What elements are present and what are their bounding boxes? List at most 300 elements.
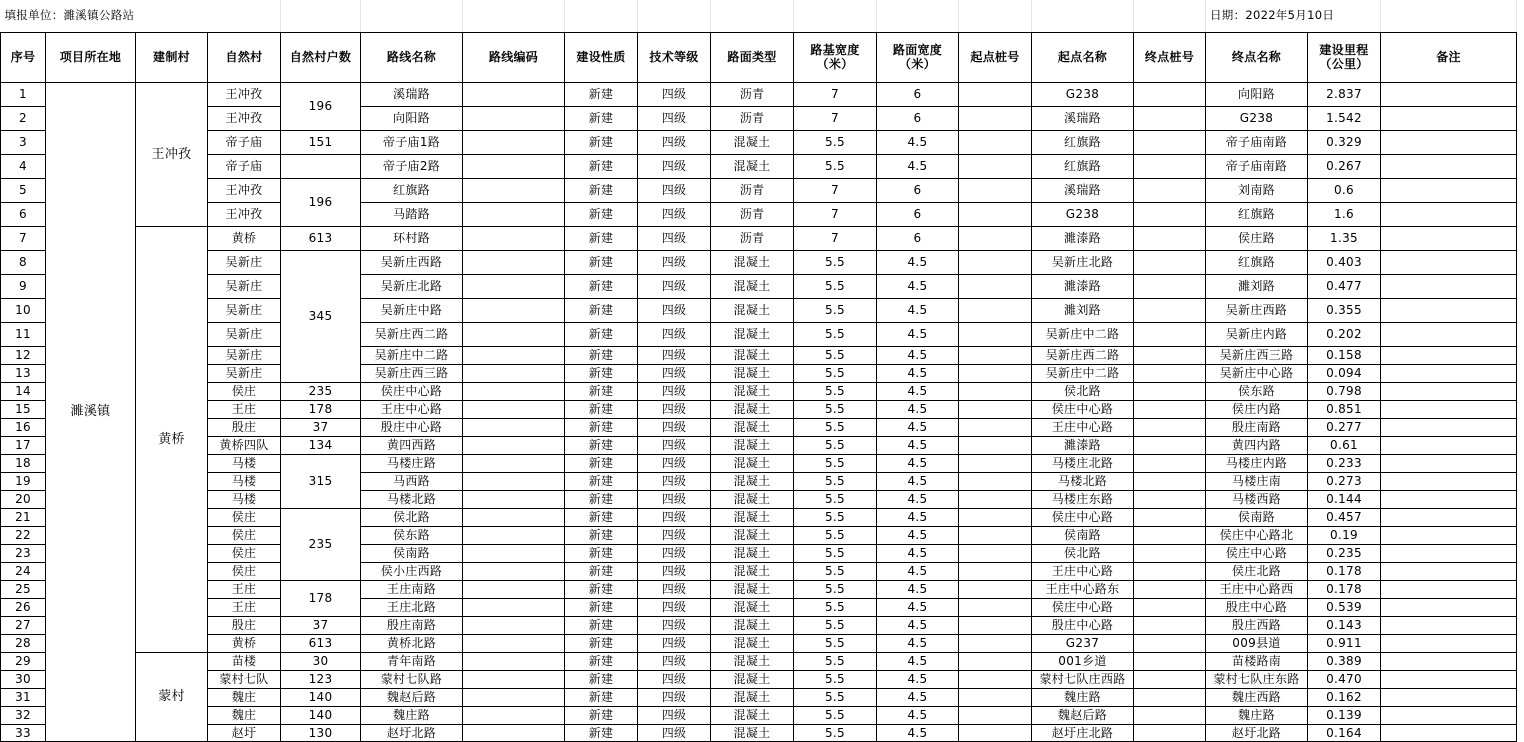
cell-route-code — [463, 298, 565, 322]
cell-tech-grade: 四级 — [638, 226, 711, 250]
cell-seq: 5 — [1, 178, 46, 202]
cell-surface-type: 混凝土 — [711, 322, 794, 346]
cell-start-name: 殷庄中心路 — [1032, 616, 1134, 634]
cell-mileage: 1.35 — [1308, 226, 1381, 250]
cell-mileage: 0.6 — [1308, 178, 1381, 202]
cell-seq: 12 — [1, 346, 46, 364]
cell-mileage: 0.202 — [1308, 322, 1381, 346]
cell-end-name: 苗楼路南 — [1206, 652, 1308, 670]
cell-build-type: 新建 — [565, 526, 638, 544]
cell-end-stake — [1134, 382, 1206, 400]
cell-surface-type: 混凝土 — [711, 508, 794, 526]
cell-end-stake — [1134, 490, 1206, 508]
table-row — [1, 178, 1517, 202]
cell-end-stake — [1134, 634, 1206, 652]
header-subgrade-width-l2: （米） — [816, 57, 854, 71]
table-row — [1, 202, 1517, 226]
cell-mileage: 0.162 — [1308, 688, 1381, 706]
cell-subgrade-width: 5.5 — [794, 562, 877, 580]
cell-tech-grade: 四级 — [638, 634, 711, 652]
cell-start-stake — [959, 106, 1032, 130]
cell-route-code — [463, 706, 565, 724]
table-row — [1, 250, 1517, 274]
cell-surface-width: 4.5 — [877, 418, 959, 436]
cell-route-name: 侯庄中心路 — [361, 382, 463, 400]
cell-start-stake — [959, 634, 1032, 652]
cell-start-name: 侯庄中心路 — [1032, 598, 1134, 616]
cell-seq: 14 — [1, 382, 46, 400]
cell-surface-width: 4.5 — [877, 616, 959, 634]
cell-mileage: 0.851 — [1308, 400, 1381, 418]
cell-households: 178 — [281, 400, 361, 418]
cell-natural-village: 侯庄 — [208, 544, 281, 562]
cell-surface-type: 混凝土 — [711, 274, 794, 298]
cell-natural-village: 黄桥四队 — [208, 436, 281, 454]
cell-build-type: 新建 — [565, 454, 638, 472]
cell-remark — [1381, 364, 1517, 382]
cell-route-name: 王庄南路 — [361, 580, 463, 598]
header-surface-width-l1: 路面宽度 — [892, 43, 943, 57]
cell-tech-grade: 四级 — [638, 616, 711, 634]
cell-start-name: 侯庄中心路 — [1032, 400, 1134, 418]
cell-seq: 15 — [1, 400, 46, 418]
table-row — [1, 322, 1517, 346]
cell-build-type: 新建 — [565, 544, 638, 562]
cell-route-code — [463, 562, 565, 580]
cell-build-type: 新建 — [565, 178, 638, 202]
cell-natural-village: 赵圩 — [208, 724, 281, 741]
cell-natural-village: 吴新庄 — [208, 346, 281, 364]
cell-build-type: 新建 — [565, 688, 638, 706]
cell-remark — [1381, 670, 1517, 688]
cell-start-name: 吴新庄中二路 — [1032, 322, 1134, 346]
cell-start-stake — [959, 382, 1032, 400]
cell-subgrade-width: 5.5 — [794, 688, 877, 706]
cell-subgrade-width: 5.5 — [794, 580, 877, 598]
cell-remark — [1381, 634, 1517, 652]
table-row — [1, 298, 1517, 322]
cell-surface-type: 混凝土 — [711, 454, 794, 472]
cell-remark — [1381, 472, 1517, 490]
cell-surface-type: 混凝土 — [711, 598, 794, 616]
cell-natural-village: 王冲孜 — [208, 82, 281, 106]
cell-build-type: 新建 — [565, 298, 638, 322]
cell-tech-grade: 四级 — [638, 130, 711, 154]
cell-end-stake — [1134, 106, 1206, 130]
cell-surface-type: 混凝土 — [711, 250, 794, 274]
cell-mileage: 0.911 — [1308, 634, 1381, 652]
cell-natural-village: 魏庄 — [208, 706, 281, 724]
cell-start-stake — [959, 400, 1032, 418]
cell-surface-width: 4.5 — [877, 130, 959, 154]
table-row — [1, 364, 1517, 382]
cell-route-code — [463, 322, 565, 346]
cell-route-code — [463, 526, 565, 544]
cell-surface-width: 4.5 — [877, 652, 959, 670]
cell-subgrade-width: 5.5 — [794, 544, 877, 562]
cell-start-stake — [959, 544, 1032, 562]
cell-remark — [1381, 724, 1517, 741]
cell-route-name: 帝子庙2路 — [361, 154, 463, 178]
cell-remark — [1381, 226, 1517, 250]
cell-mileage: 0.158 — [1308, 346, 1381, 364]
cell-build-type: 新建 — [565, 562, 638, 580]
cell-subgrade-width: 5.5 — [794, 382, 877, 400]
cell-end-stake — [1134, 436, 1206, 454]
cell-route-code — [463, 580, 565, 598]
cell-route-name: 帝子庙1路 — [361, 130, 463, 154]
cell-remark — [1381, 580, 1517, 598]
cell-natural-village: 王庄 — [208, 598, 281, 616]
cell-tech-grade: 四级 — [638, 544, 711, 562]
cell-start-stake — [959, 526, 1032, 544]
header-subgrade-width-l1: 路基宽度 — [810, 43, 860, 57]
cell-surface-type: 混凝土 — [711, 706, 794, 724]
cell-start-name: 濉溙路 — [1032, 436, 1134, 454]
cell-surface-width: 4.5 — [877, 580, 959, 598]
cell-build-type: 新建 — [565, 130, 638, 154]
cell-route-name: 侯北路 — [361, 508, 463, 526]
cell-mileage: 0.355 — [1308, 298, 1381, 322]
cell-tech-grade: 四级 — [638, 364, 711, 382]
cell-surface-width: 4.5 — [877, 400, 959, 418]
cell-tech-grade: 四级 — [638, 154, 711, 178]
cell-households: 30 — [281, 652, 361, 670]
cell-seq: 7 — [1, 226, 46, 250]
cell-route-name: 向阳路 — [361, 106, 463, 130]
cell-route-name: 马楼北路 — [361, 490, 463, 508]
cell-subgrade-width: 5.5 — [794, 706, 877, 724]
cell-route-code — [463, 274, 565, 298]
cell-tech-grade: 四级 — [638, 382, 711, 400]
cell-end-name: 侯庄北路 — [1206, 562, 1308, 580]
table-row — [1, 400, 1517, 418]
cell-seq: 31 — [1, 688, 46, 706]
cell-end-name: 侯庄内路 — [1206, 400, 1308, 418]
cell-natural-village: 马楼 — [208, 472, 281, 490]
cell-start-stake — [959, 616, 1032, 634]
cell-mileage: 0.094 — [1308, 364, 1381, 382]
cell-subgrade-width: 5.5 — [794, 724, 877, 741]
cell-route-name: 吴新庄西二路 — [361, 322, 463, 346]
cell-natural-village: 蒙村七队 — [208, 670, 281, 688]
cell-natural-village: 帝子庙 — [208, 130, 281, 154]
header-tech-grade: 技术等级 — [638, 32, 711, 82]
cell-start-stake — [959, 508, 1032, 526]
cell-subgrade-width: 5.5 — [794, 526, 877, 544]
cell-route-name: 侯小庄西路 — [361, 562, 463, 580]
cell-route-name: 魏赵后路 — [361, 688, 463, 706]
cell-tech-grade: 四级 — [638, 472, 711, 490]
cell-seq: 23 — [1, 544, 46, 562]
cell-route-code — [463, 106, 565, 130]
cell-surface-type: 沥青 — [711, 106, 794, 130]
cell-surface-width: 4.5 — [877, 250, 959, 274]
cell-surface-type: 混凝土 — [711, 436, 794, 454]
cell-route-name: 侯东路 — [361, 526, 463, 544]
cell-remark — [1381, 706, 1517, 724]
cell-households: 196 — [281, 178, 361, 226]
cell-natural-village: 侯庄 — [208, 562, 281, 580]
cell-start-stake — [959, 82, 1032, 106]
table-row — [1, 562, 1517, 580]
cell-start-stake — [959, 670, 1032, 688]
cell-tech-grade: 四级 — [638, 526, 711, 544]
cell-build-type: 新建 — [565, 598, 638, 616]
cell-tech-grade: 四级 — [638, 346, 711, 364]
cell-seq: 20 — [1, 490, 46, 508]
cell-subgrade-width: 5.5 — [794, 130, 877, 154]
cell-route-code — [463, 436, 565, 454]
cell-seq: 13 — [1, 364, 46, 382]
cell-route-code — [463, 670, 565, 688]
cell-build-type: 新建 — [565, 400, 638, 418]
cell-subgrade-width: 5.5 — [794, 274, 877, 298]
cell-end-stake — [1134, 418, 1206, 436]
cell-end-stake — [1134, 322, 1206, 346]
cell-remark — [1381, 130, 1517, 154]
cell-surface-type: 混凝土 — [711, 652, 794, 670]
cell-end-stake — [1134, 562, 1206, 580]
cell-end-stake — [1134, 508, 1206, 526]
cell-end-name: 殷庄西路 — [1206, 616, 1308, 634]
cell-seq: 27 — [1, 616, 46, 634]
header-mileage-l1: 建设里程 — [1319, 43, 1369, 57]
cell-surface-width: 4.5 — [877, 298, 959, 322]
cell-tech-grade: 四级 — [638, 688, 711, 706]
cell-households: 140 — [281, 706, 361, 724]
cell-start-name: 吴新庄中二路 — [1032, 364, 1134, 382]
cell-start-name: 红旗路 — [1032, 130, 1134, 154]
cell-admin-village: 王冲孜 — [136, 82, 208, 226]
cell-seq: 26 — [1, 598, 46, 616]
cell-seq: 11 — [1, 322, 46, 346]
cell-households: 37 — [281, 616, 361, 634]
cell-natural-village: 吴新庄 — [208, 298, 281, 322]
cell-end-stake — [1134, 526, 1206, 544]
cell-build-type: 新建 — [565, 106, 638, 130]
cell-natural-village: 王冲孜 — [208, 106, 281, 130]
header-route-name: 路线名称 — [361, 32, 463, 82]
cell-build-type: 新建 — [565, 82, 638, 106]
cell-end-name: 侯南路 — [1206, 508, 1308, 526]
table-row — [1, 526, 1517, 544]
table-row — [1, 724, 1517, 741]
cell-remark — [1381, 82, 1517, 106]
cell-seq: 18 — [1, 454, 46, 472]
cell-end-stake — [1134, 724, 1206, 741]
cell-end-name: 马楼庄南 — [1206, 472, 1308, 490]
cell-route-name: 马踏路 — [361, 202, 463, 226]
cell-surface-type: 混凝土 — [711, 724, 794, 741]
table-row — [1, 598, 1517, 616]
cell-natural-village: 吴新庄 — [208, 364, 281, 382]
cell-subgrade-width: 5.5 — [794, 298, 877, 322]
cell-natural-village: 吴新庄 — [208, 322, 281, 346]
cell-mileage: 0.273 — [1308, 472, 1381, 490]
cell-end-name: 黄四内路 — [1206, 436, 1308, 454]
cell-remark — [1381, 382, 1517, 400]
cell-route-name: 王庄北路 — [361, 598, 463, 616]
cell-households: 151 — [281, 130, 361, 154]
cell-end-name: 帝子庙南路 — [1206, 130, 1308, 154]
cell-remark — [1381, 544, 1517, 562]
cell-natural-village: 苗楼 — [208, 652, 281, 670]
table-row — [1, 418, 1517, 436]
header-households: 自然村户数 — [281, 32, 361, 82]
cell-route-code — [463, 346, 565, 364]
cell-tech-grade: 四级 — [638, 652, 711, 670]
table-row — [1, 688, 1517, 706]
cell-households: 613 — [281, 226, 361, 250]
cell-end-name: 侯庄中心路 — [1206, 544, 1308, 562]
cell-natural-village: 殷庄 — [208, 418, 281, 436]
cell-route-code — [463, 634, 565, 652]
cell-route-code — [463, 544, 565, 562]
cell-start-name: 王庄中心路 — [1032, 418, 1134, 436]
header-admin-village: 建制村 — [136, 32, 208, 82]
cell-natural-village: 侯庄 — [208, 508, 281, 526]
cell-natural-village: 马楼 — [208, 454, 281, 472]
cell-start-name: 濉溙路 — [1032, 274, 1134, 298]
cell-remark — [1381, 274, 1517, 298]
cell-build-type: 新建 — [565, 202, 638, 226]
cell-start-name: 侯北路 — [1032, 544, 1134, 562]
cell-route-name: 黄桥北路 — [361, 634, 463, 652]
cell-route-code — [463, 130, 565, 154]
cell-tech-grade: 四级 — [638, 454, 711, 472]
cell-remark — [1381, 250, 1517, 274]
cell-start-name: 赵圩庄北路 — [1032, 724, 1134, 741]
cell-start-name: 吴新庄北路 — [1032, 250, 1134, 274]
cell-mileage: 0.233 — [1308, 454, 1381, 472]
cell-route-name: 蒙村七队路 — [361, 670, 463, 688]
cell-start-stake — [959, 274, 1032, 298]
cell-route-code — [463, 688, 565, 706]
cell-build-type: 新建 — [565, 472, 638, 490]
cell-route-name: 吴新庄西三路 — [361, 364, 463, 382]
cell-build-type: 新建 — [565, 346, 638, 364]
cell-route-name: 赵圩北路 — [361, 724, 463, 741]
cell-end-stake — [1134, 226, 1206, 250]
cell-seq: 16 — [1, 418, 46, 436]
table-row — [1, 490, 1517, 508]
cell-route-code — [463, 154, 565, 178]
cell-start-stake — [959, 472, 1032, 490]
cell-remark — [1381, 154, 1517, 178]
cell-remark — [1381, 346, 1517, 364]
cell-subgrade-width: 5.5 — [794, 634, 877, 652]
cell-build-type: 新建 — [565, 274, 638, 298]
cell-start-stake — [959, 688, 1032, 706]
cell-mileage: 0.457 — [1308, 508, 1381, 526]
cell-surface-width: 4.5 — [877, 454, 959, 472]
cell-surface-type: 混凝土 — [711, 562, 794, 580]
cell-seq: 22 — [1, 526, 46, 544]
cell-subgrade-width: 7 — [794, 202, 877, 226]
cell-start-stake — [959, 364, 1032, 382]
cell-surface-type: 混凝土 — [711, 472, 794, 490]
cell-subgrade-width: 5.5 — [794, 670, 877, 688]
cell-mileage: 0.329 — [1308, 130, 1381, 154]
cell-end-name: 殷庄南路 — [1206, 418, 1308, 436]
cell-subgrade-width: 7 — [794, 82, 877, 106]
cell-route-name: 溪瑞路 — [361, 82, 463, 106]
cell-tech-grade: 四级 — [638, 562, 711, 580]
cell-surface-type: 混凝土 — [711, 526, 794, 544]
header-end-stake: 终点桩号 — [1134, 32, 1206, 82]
cell-natural-village: 黄桥 — [208, 226, 281, 250]
cell-surface-width: 4.5 — [877, 688, 959, 706]
cell-end-stake — [1134, 472, 1206, 490]
cell-households: 196 — [281, 82, 361, 130]
cell-subgrade-width: 7 — [794, 226, 877, 250]
cell-remark — [1381, 652, 1517, 670]
cell-seq: 29 — [1, 652, 46, 670]
cell-subgrade-width: 5.5 — [794, 508, 877, 526]
cell-route-name: 黄四西路 — [361, 436, 463, 454]
cell-end-stake — [1134, 652, 1206, 670]
cell-surface-width: 4.5 — [877, 706, 959, 724]
cell-subgrade-width: 5.5 — [794, 322, 877, 346]
cell-mileage: 0.139 — [1308, 706, 1381, 724]
cell-route-code — [463, 598, 565, 616]
header-natural-village: 自然村 — [208, 32, 281, 82]
cell-tech-grade: 四级 — [638, 670, 711, 688]
cell-mileage: 0.798 — [1308, 382, 1381, 400]
table-row — [1, 706, 1517, 724]
cell-seq: 4 — [1, 154, 46, 178]
cell-seq: 28 — [1, 634, 46, 652]
cell-build-type: 新建 — [565, 670, 638, 688]
cell-subgrade-width: 7 — [794, 178, 877, 202]
cell-natural-village: 侯庄 — [208, 526, 281, 544]
cell-surface-width: 4.5 — [877, 670, 959, 688]
cell-end-stake — [1134, 454, 1206, 472]
cell-tech-grade: 四级 — [638, 508, 711, 526]
cell-end-stake — [1134, 580, 1206, 598]
cell-start-stake — [959, 298, 1032, 322]
cell-mileage: 0.178 — [1308, 580, 1381, 598]
cell-natural-village: 吴新庄 — [208, 274, 281, 298]
cell-seq: 19 — [1, 472, 46, 490]
cell-start-name: 蒙村七队庄西路 — [1032, 670, 1134, 688]
cell-start-stake — [959, 454, 1032, 472]
cell-surface-type: 混凝土 — [711, 400, 794, 418]
cell-end-name: 刘南路 — [1206, 178, 1308, 202]
cell-tech-grade: 四级 — [638, 322, 711, 346]
cell-route-name: 魏庄路 — [361, 706, 463, 724]
cell-start-stake — [959, 652, 1032, 670]
cell-natural-village: 马楼 — [208, 490, 281, 508]
cell-remark — [1381, 490, 1517, 508]
cell-surface-width: 4.5 — [877, 382, 959, 400]
cell-route-code — [463, 382, 565, 400]
cell-start-stake — [959, 202, 1032, 226]
fill-unit: 填报单位：濉溪镇公路站 — [1, 0, 281, 32]
header-seq: 序号 — [1, 32, 46, 82]
cell-route-code — [463, 454, 565, 472]
cell-remark — [1381, 616, 1517, 634]
cell-surface-type: 沥青 — [711, 82, 794, 106]
cell-tech-grade: 四级 — [638, 418, 711, 436]
cell-end-stake — [1134, 178, 1206, 202]
cell-mileage: 0.164 — [1308, 724, 1381, 741]
header-end-name: 终点名称 — [1206, 32, 1308, 82]
table-row — [1, 454, 1517, 472]
cell-start-stake — [959, 130, 1032, 154]
cell-start-name: 侯北路 — [1032, 382, 1134, 400]
